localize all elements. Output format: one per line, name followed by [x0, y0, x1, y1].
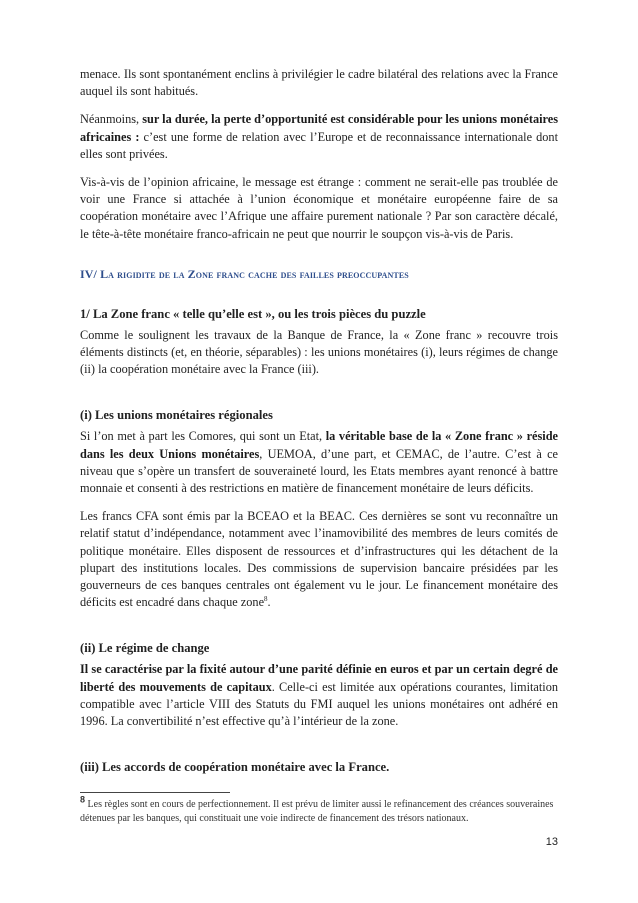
section-number: IV/ [80, 266, 101, 281]
text-run: , UEMOA, d’une part, et CEMAC, de l’autre. C’est à ce niveau que s’opère un transfert de souveraineté lourd, les Etats membres ayant renoncé à battre monnaie et consenti à des restrictions en matière de financement monétaire de leurs déficits. [80, 446, 558, 496]
footnote-divider [80, 792, 230, 793]
spacer [80, 622, 558, 640]
footnote [80, 794, 558, 826]
text-run: . [267, 595, 271, 610]
paragraph-cfa [80, 508, 558, 611]
text-run: . Celle-ci est limitée aux opérations courantes, limitation compatible avec l’article VIII des Statuts du FMI auquel les unions monétaires ont adhéré en 1996. La convertibilité n’est effective qu’à l’intérieur de la zone. [80, 679, 558, 729]
spacer [80, 741, 558, 759]
footnote-reference[interactable]: 8 [264, 595, 268, 604]
paragraph-opportunity [80, 111, 558, 163]
paragraph-puzzle: Comme le soulignent les travaux de la Banque de France, la « Zone franc » recouvre trois éléments distincts (et, en théorie, séparables) : les unions monétaires (i), leurs régimes de change (ii) la coopération monétaire avec la France (iii). [80, 327, 558, 377]
spacer [80, 389, 558, 407]
page-number: 13 [545, 836, 558, 848]
paragraph-opinion: Vis-à-vis de l’opinion africaine, le message est étrange : comment ne serait-elle pas troublée de voir une France si attachée à l’union économique et monétaire européenne faire de sa coopération monétaire avec l’Afrique une affaire purement nationale ? Par son caractère décalé, le tête-à-tête monétaire franco-africain ne peut que nourrir le soupçon vis-à-vis de Paris. [80, 175, 558, 241]
paragraph-intro: menace. Ils sont spontanément enclins à privilégier le cadre bilatéral des relations avec la France auquel ils sont habitués. [80, 67, 558, 99]
paragraph-unions [80, 428, 558, 497]
subheading-unions: (i) Les unions monétaires régionales [80, 408, 273, 423]
text-run: Néanmoins, [80, 112, 143, 127]
text-run: c’est une forme de relation avec l’Europe et de reconnaissance internationale dont elles sont privées. [80, 129, 558, 161]
bold-text: sur la durée, la perte d’opportunité est considérable pour les unions monétaires africaines : [80, 112, 558, 144]
bold-text: la véritable base de la « Zone franc » réside dans les deux Unions monétaires [80, 429, 558, 461]
text-run: Les francs CFA sont émis par la BCEAO et la BEAC. Ces dernières se sont vu reconnaître un relatif statut d’indépendance, notamment avec l’inamovibilité des membres de leurs comités de politique monétaire. Elles disposent de ressources et d’infrastructures qui les détachent de la plupart des institutions locales. Des commissions de supervision bancaire présidées par les gouverneurs de ces banques centrales ont également vu le jour. Le financement monétaire des déficits est encadré dans chaque zone [80, 509, 558, 610]
footnote-number: 8 [80, 794, 86, 805]
section-heading [80, 267, 558, 282]
text-run: Si l’on met à part les Comores, qui sont un Etat, [80, 429, 326, 444]
subheading-puzzle: 1/ La Zone franc « telle qu’elle est », ou les trois pièces du puzzle [80, 306, 426, 321]
footnote-text: Les règles sont en cours de perfectionnement. Il est prévu de limiter aussi le refinancement des créances souveraines détenues par les banques, qui constituait une voie indirecte de financement des trésors nationaux. [80, 799, 554, 824]
subheading-cooperation: (iii) Les accords de coopération monétaire avec la France. [80, 760, 390, 775]
paragraph-exchange [80, 661, 558, 730]
section-title-text: La rigidite de la Zone franc cache des failles preoccupantes [100, 266, 409, 281]
bold-text: Il se caractérise par la fixité autour d’une parité définie en euros et par un certain degré de liberté des mouvements de capitaux [80, 662, 558, 694]
subheading-exchange: (ii) Le régime de change [80, 641, 210, 656]
